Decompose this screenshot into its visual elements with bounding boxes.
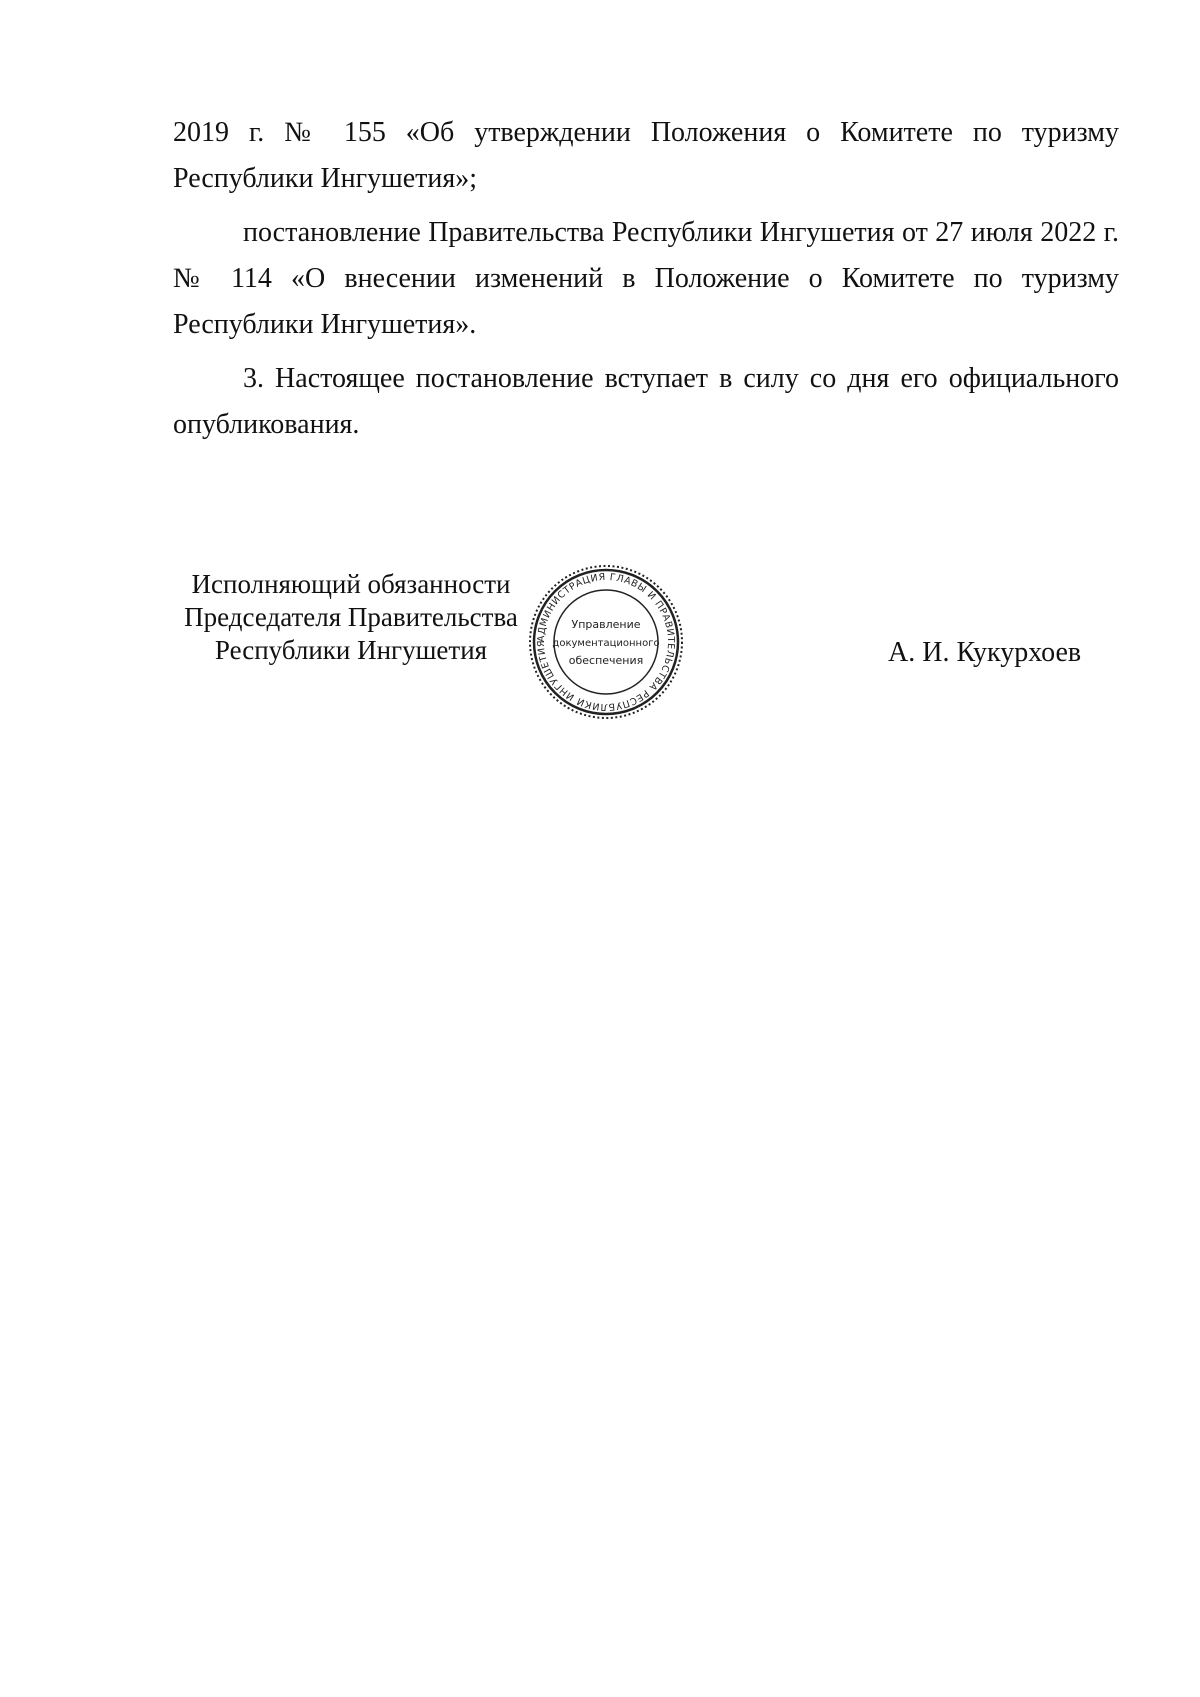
position-line: Председателя Правительства bbox=[184, 602, 518, 632]
document-body bbox=[173, 110, 1119, 456]
seal-center-line: документационного bbox=[552, 638, 660, 649]
position-line: Республики Ингушетия bbox=[214, 635, 488, 665]
seal-center-line: обеспечения bbox=[568, 654, 644, 667]
paragraph-amendment-decree: постановление Правительства Республики Ингушетия от 27 июля 2022 г. № 114 «О внесении изменений в Положение о Комитете по туризму Республики Ингушетия». bbox=[173, 217, 1119, 340]
seal-center-line: Управление bbox=[571, 618, 641, 631]
position-line: Исполняющий обязанности bbox=[191, 569, 511, 599]
paragraph-prior-decree: 2019 г. № 155 «Об утверждении Положения о Комитете по туризму Республики Ингушетия»; bbox=[173, 117, 1119, 194]
signatory-name: А. И. Кукурхоев bbox=[888, 637, 1082, 668]
signatory-position bbox=[166, 568, 536, 667]
official-seal bbox=[526, 562, 686, 722]
paragraph-effective-date: 3. Настоящее постановление вступает в силу со дня его официального опубликования. bbox=[173, 363, 1119, 440]
signature-block bbox=[0, 568, 1200, 728]
seal-ring-text: АДМИНИСТРАЦИЯ ГЛАВЫ И ПРАВИТЕЛЬСТВА РЕСПУБЛИКИ ИНГУШЕТИЯ bbox=[535, 571, 677, 713]
